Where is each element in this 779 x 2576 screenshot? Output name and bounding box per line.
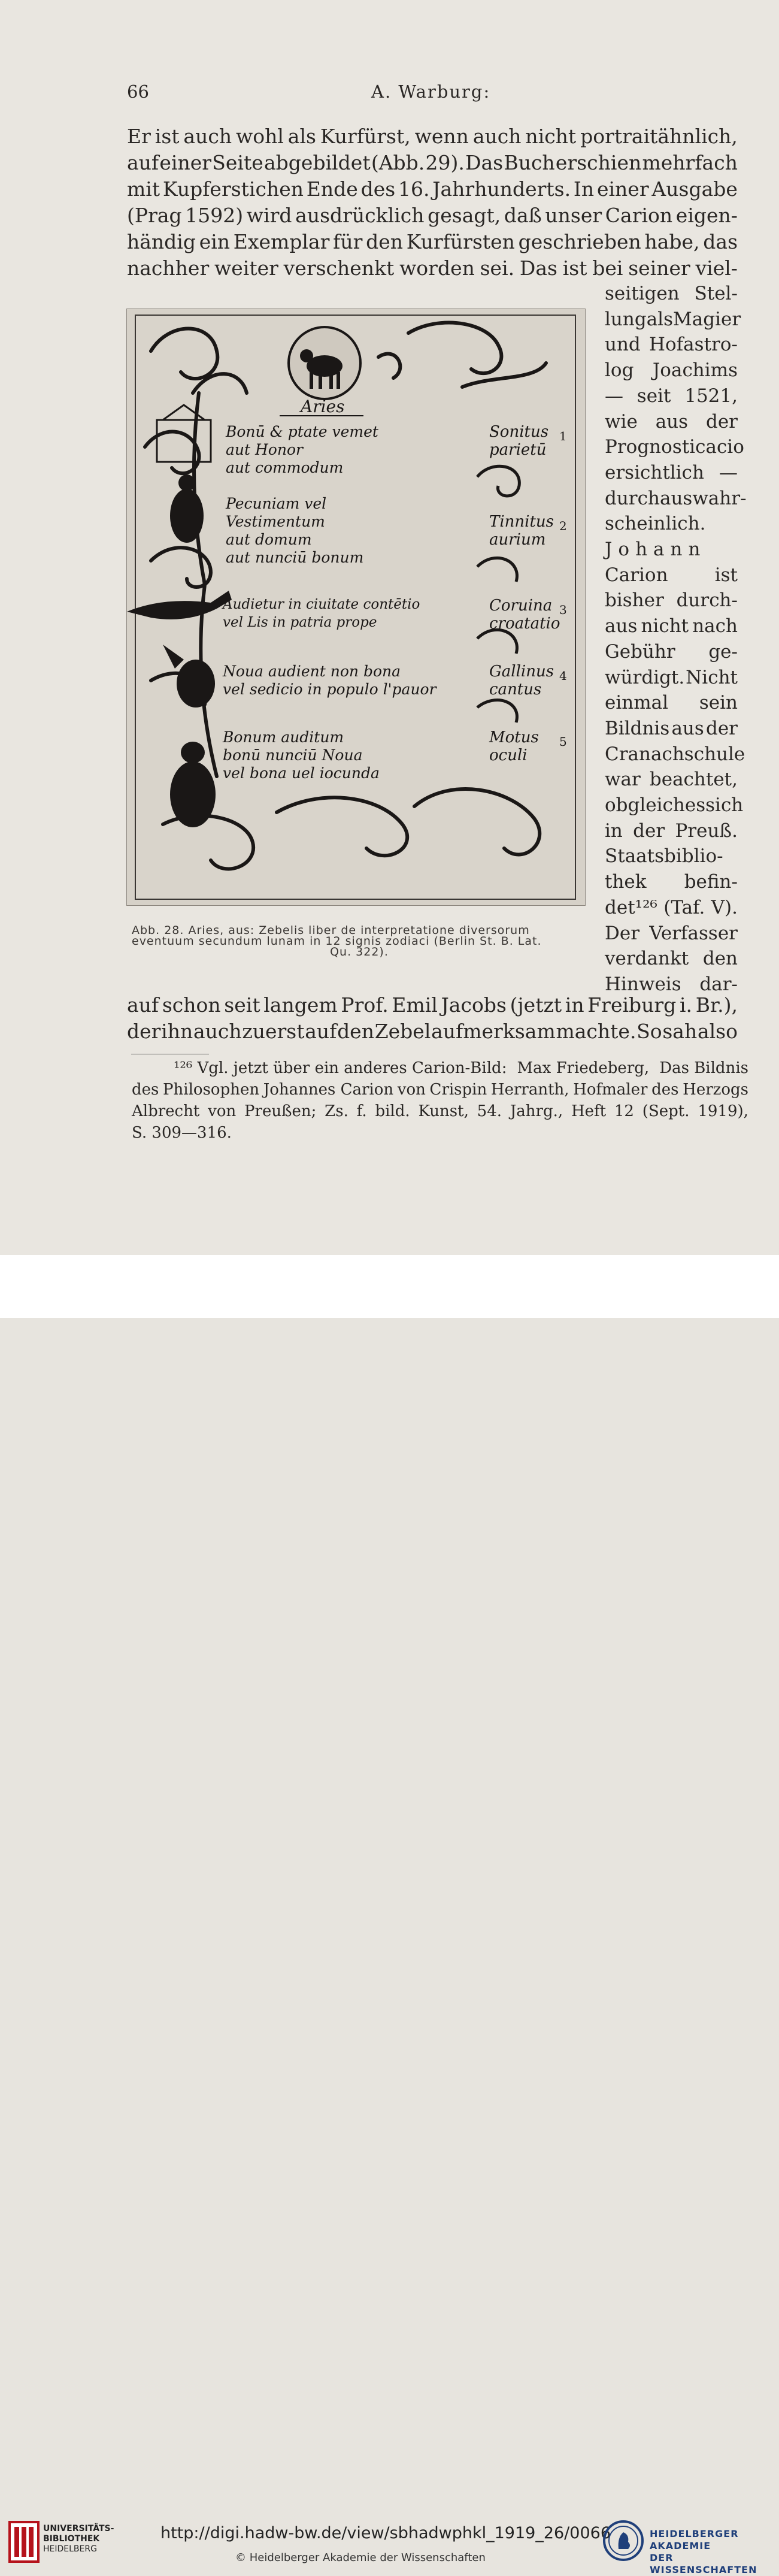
- figure-omen-text: bonū nunciū Noua: [223, 746, 363, 764]
- word: thek: [605, 871, 647, 893]
- figure-sign-text: aurium: [489, 531, 546, 549]
- word: Jahrhunderts.: [432, 177, 571, 201]
- word: auf: [127, 151, 159, 174]
- figure-omen-text: Pecuniam vel: [226, 495, 327, 512]
- text-line: [605, 513, 738, 534]
- word: gesagt,: [428, 204, 501, 227]
- figure-omen-text: Bonū & ptate vemet: [226, 423, 378, 440]
- word: (Prag: [127, 204, 182, 227]
- text-line: [605, 359, 738, 381]
- text-line: [605, 743, 745, 765]
- word: aus: [605, 615, 638, 637]
- figure-sign-text: Sonitus: [489, 423, 549, 441]
- word: den: [337, 1020, 374, 1043]
- word: Ende: [306, 177, 358, 201]
- word: beachtet,: [649, 769, 738, 791]
- text-line: [605, 769, 738, 790]
- text-line: [605, 718, 738, 739]
- figure-omen-text: vel Lis in patria prope: [223, 615, 377, 630]
- university-library-name: [43, 2524, 114, 2554]
- library-name-line: UNIVERSITÄTS-: [43, 2524, 114, 2533]
- word: einmal: [605, 692, 669, 714]
- word: (Sept.: [642, 1102, 690, 1120]
- word: Carion: [605, 204, 673, 227]
- word: mit: [127, 177, 160, 201]
- word: Das: [465, 151, 504, 174]
- text-line: [605, 820, 738, 842]
- word: Buch: [504, 151, 555, 174]
- word: —: [719, 461, 738, 483]
- word: scheinlich.: [605, 513, 706, 535]
- word: Hofastro-: [649, 334, 738, 356]
- word: das: [703, 230, 738, 253]
- word: Exemplar: [233, 230, 330, 253]
- word: (Taf.: [663, 896, 705, 918]
- footnote-line: [174, 1059, 748, 1077]
- word: Verfasser: [649, 922, 738, 944]
- word: daß: [504, 204, 542, 227]
- text-line: [127, 230, 738, 253]
- word: langem: [263, 993, 338, 1017]
- figure-caption: [132, 925, 587, 957]
- word: (jetzt: [510, 993, 562, 1017]
- footnote-line: [132, 1081, 748, 1099]
- word: Prof.: [341, 993, 389, 1017]
- library-name-line: HEIDELBERG: [43, 2544, 97, 2554]
- word: Staatsbiblio-: [605, 845, 723, 867]
- text-line: [605, 539, 738, 560]
- text-line: [127, 256, 738, 280]
- text-line: [127, 1020, 738, 1043]
- word: des: [360, 177, 396, 201]
- word: einer: [596, 177, 649, 201]
- word: 1592): [185, 204, 244, 227]
- word: aus: [671, 717, 704, 739]
- figure-omen-text: Bonum auditum: [223, 728, 344, 746]
- word: weiter: [214, 256, 278, 280]
- word: ihn: [161, 1020, 193, 1043]
- word: Kurfürst,: [320, 125, 411, 148]
- word: 16.: [398, 177, 430, 201]
- word: Emil: [392, 993, 438, 1017]
- word: wie: [605, 410, 638, 433]
- caption-line: eventuum secundum lunam in 12 signis zodiaci (Berlin St. B. Lat.: [132, 935, 542, 948]
- text-line: [605, 973, 738, 995]
- figure-omen-text: Audietur in ciuitate contētio: [223, 597, 420, 612]
- word: Joachims: [652, 359, 738, 382]
- word: 1919),: [698, 1102, 748, 1120]
- word: i.: [679, 993, 693, 1017]
- word: seit: [636, 385, 671, 407]
- word: In: [573, 177, 595, 201]
- word: abgebildet: [264, 151, 371, 174]
- word: ¹²⁶ Vgl. jetzt über ein anderes Carion-Bild:: [174, 1059, 507, 1077]
- word: des: [651, 1081, 679, 1099]
- word: 12: [614, 1102, 634, 1120]
- word: aus: [655, 410, 689, 433]
- word: seiner: [628, 256, 690, 280]
- word: auf: [305, 1020, 337, 1043]
- word: ersichtlich: [605, 461, 704, 483]
- word: verschenkt: [283, 256, 395, 280]
- word: und: [605, 334, 641, 356]
- word: Freiburg: [587, 993, 677, 1017]
- word: aufmerksam: [431, 1020, 556, 1043]
- figure-omen-text: vel sedicio in populo l'pauor: [223, 681, 437, 698]
- text-line: [605, 871, 738, 893]
- caption-line: Abb. 28. Aries, aus: Zebelis liber de interpretatione diversorum: [132, 924, 530, 937]
- library-name-line: BIBLIOTHEK: [43, 2534, 100, 2544]
- word: es: [684, 794, 706, 816]
- word: der: [633, 820, 665, 842]
- page-url-link[interactable]: http://digi.hadw-bw.de/view/sbhadwphkl_1919_26/0066: [160, 2524, 611, 2542]
- word: Bildnis: [605, 717, 670, 739]
- word: geschrieben: [518, 230, 641, 253]
- word: würdigt.: [605, 666, 685, 688]
- viewer-footer: [0, 1255, 779, 2575]
- word: (Abb.: [371, 151, 425, 174]
- text-line: [605, 564, 738, 586]
- word: 54.: [477, 1102, 502, 1120]
- figure-omen-text: aut domum: [226, 531, 312, 548]
- academy-name: [650, 2528, 779, 2576]
- word: Herzogs: [683, 1081, 748, 1099]
- word: nach: [692, 615, 738, 637]
- word: portraitähnlich,: [580, 125, 738, 148]
- word: auf: [127, 993, 159, 1017]
- word: der: [127, 1020, 161, 1043]
- word: Carion: [605, 564, 668, 586]
- academy-name-line: HEIDELBERGER AKADEMIE: [650, 2528, 739, 2551]
- word: einer: [159, 151, 212, 174]
- word: für: [333, 230, 363, 253]
- word: Heft: [571, 1102, 607, 1120]
- figure-sign-text: parietū: [489, 441, 547, 459]
- word: also: [697, 1020, 738, 1043]
- word: Jahrg.,: [510, 1102, 563, 1120]
- figure-entry-number: 4: [559, 669, 567, 683]
- word: sei.: [480, 256, 515, 280]
- figure-sign-text: Tinnitus: [489, 513, 554, 531]
- university-library-logo-icon: [8, 2521, 40, 2563]
- word: Preußen;: [244, 1102, 317, 1120]
- text-line: [605, 615, 738, 637]
- word: V).: [711, 896, 738, 918]
- word: lungalsMagier: [605, 308, 741, 330]
- figure-sign-text: Coruina: [489, 597, 553, 615]
- figure-entry-number: 3: [559, 603, 567, 617]
- word: Herranth,: [490, 1081, 569, 1099]
- word: Stel-: [694, 283, 738, 304]
- word: dar-: [699, 973, 738, 995]
- text-line: [605, 589, 738, 611]
- text-line: [127, 993, 738, 1017]
- word: det¹²⁶: [605, 896, 657, 918]
- text-line: [605, 667, 738, 688]
- word: —: [605, 385, 623, 407]
- text-line: [605, 897, 738, 918]
- word: wenn: [414, 125, 469, 148]
- text-line: [605, 283, 738, 304]
- word: Philosophen: [163, 1081, 260, 1099]
- word: wahr-: [692, 487, 747, 509]
- word: auch: [193, 1020, 242, 1043]
- word: bei: [592, 256, 623, 280]
- word: durchaus: [605, 487, 693, 509]
- figure-omen-text: aut commodum: [226, 459, 344, 476]
- word: worden: [399, 256, 475, 280]
- figure-entry-number: 5: [559, 734, 567, 749]
- word: bild.: [375, 1102, 410, 1120]
- page-number: 66: [127, 81, 149, 102]
- text-line: [605, 487, 747, 509]
- word: verdankt: [605, 948, 689, 970]
- copyright-notice: © Heidelberger Akademie der Wissenschaften: [235, 2551, 486, 2564]
- word: obgleich: [605, 794, 685, 816]
- word: f.: [356, 1102, 367, 1120]
- word: auch: [472, 125, 522, 148]
- word: log: [605, 359, 634, 382]
- word: Albrecht: [132, 1102, 200, 1120]
- word: den: [702, 948, 738, 970]
- word: in: [605, 820, 623, 842]
- caption-line: Qu. 322).: [330, 945, 389, 959]
- word: Das: [519, 256, 557, 280]
- word: von: [397, 1081, 426, 1099]
- text-line: [127, 125, 738, 148]
- figure-aries-woodcut: [126, 309, 586, 906]
- word: händig: [127, 230, 196, 253]
- figure-omen-text: Noua audient non bona: [223, 663, 401, 680]
- word: Nicht: [686, 666, 738, 688]
- text-line: [605, 692, 738, 713]
- word: erschien: [555, 151, 642, 174]
- word: Seite: [212, 151, 263, 174]
- figure-entry-number: 2: [559, 519, 567, 533]
- word: Preuß.: [675, 820, 738, 842]
- word: ist: [154, 125, 180, 148]
- word: den: [366, 230, 404, 253]
- word: nachher: [127, 256, 210, 280]
- word: unser: [545, 204, 602, 227]
- word: Prognosticacio: [605, 436, 744, 458]
- word: wird: [246, 204, 292, 227]
- running-title: A. Warburg:: [371, 81, 491, 102]
- word: Kunst,: [418, 1102, 469, 1120]
- figure-sign-text: Gallinus: [489, 663, 554, 681]
- text-line: [605, 385, 738, 407]
- word: Der: [605, 922, 640, 944]
- word: der: [705, 410, 738, 433]
- word: des: [132, 1081, 159, 1099]
- figure-sign-text: Motus: [489, 728, 539, 746]
- text-line: [605, 641, 738, 663]
- word: auch: [183, 125, 232, 148]
- word: Jacobs: [441, 993, 507, 1017]
- word: ausdrücklich: [295, 204, 425, 227]
- word: in: [565, 993, 584, 1017]
- figure-omen-text: aut Honor: [226, 441, 303, 458]
- word: zuerst: [242, 1020, 305, 1043]
- text-line: [605, 948, 738, 969]
- word: Crispin: [429, 1081, 487, 1099]
- figure-title: Aries: [301, 397, 345, 416]
- figure-omen-text: vel bona uel iocunda: [223, 764, 380, 782]
- word: Cranachschule: [605, 743, 745, 765]
- word: schon: [162, 993, 221, 1017]
- word: befin-: [684, 871, 738, 893]
- word: eigen-: [675, 204, 738, 227]
- text-line: [605, 923, 738, 944]
- figure-omen-text: aut nunciū bonum: [226, 549, 364, 566]
- word: Ausgabe: [651, 177, 738, 201]
- footnote-line: S. 309—316.: [132, 1124, 232, 1142]
- word: 29).: [425, 151, 465, 174]
- word: sein: [699, 692, 738, 714]
- word: 1521,: [684, 385, 738, 407]
- word: Das Bildnis: [659, 1059, 748, 1077]
- text-line: [605, 462, 738, 483]
- word: von: [208, 1102, 237, 1120]
- word: Zebel: [374, 1020, 431, 1043]
- figure-sign-text: croatatio: [489, 615, 560, 633]
- word: Hofmaler: [573, 1081, 648, 1099]
- figure-omen-text: Vestimentum: [226, 513, 325, 530]
- word: nicht: [641, 615, 689, 637]
- word: nicht: [525, 125, 577, 148]
- word: bisher: [605, 589, 664, 612]
- word: sich: [705, 794, 744, 816]
- word: seitigen: [605, 283, 680, 304]
- footnote-line: [132, 1102, 748, 1120]
- word: als: [287, 125, 316, 148]
- word: sah: [662, 1020, 698, 1043]
- word: Kupferstichen: [162, 177, 304, 201]
- text-line: [127, 151, 738, 174]
- figure-entry-number: 1: [559, 429, 567, 443]
- word: viel-: [695, 256, 738, 280]
- text-line: [605, 308, 741, 330]
- word: Er: [127, 125, 151, 148]
- text-line: [605, 436, 744, 458]
- book-page: [0, 0, 779, 1255]
- word: durch-: [676, 589, 738, 612]
- word: Zs.: [325, 1102, 348, 1120]
- word: ein: [199, 230, 231, 253]
- word: habe,: [644, 230, 700, 253]
- academy-name-line: DER WISSENSCHAFTEN: [650, 2552, 757, 2575]
- word: So: [636, 1020, 662, 1043]
- word: Kurfürsten: [406, 230, 515, 253]
- text-line: [605, 334, 738, 355]
- figure-sign-text: oculi: [489, 746, 528, 764]
- word: wohl: [235, 125, 284, 148]
- text-line: [605, 845, 738, 867]
- text-line: [605, 411, 738, 433]
- word: ist: [562, 256, 587, 280]
- word: Br.),: [695, 993, 738, 1017]
- word: ist: [714, 564, 738, 586]
- text-line: [127, 204, 738, 227]
- word: seit: [224, 993, 260, 1017]
- text-line: [127, 177, 738, 201]
- word: war: [605, 769, 641, 791]
- word: Johann: [605, 539, 707, 560]
- figure-sign-text: cantus: [489, 681, 542, 699]
- word: Gebühr: [605, 640, 675, 663]
- text-line: [605, 794, 744, 816]
- word: Max Friedeberg,: [517, 1059, 650, 1077]
- word: mehrfach: [642, 151, 738, 174]
- academy-seal-icon: [602, 2519, 645, 2562]
- word: machte.: [556, 1020, 636, 1043]
- word: Johannes Carion: [263, 1081, 394, 1099]
- word: Hinweis: [605, 973, 681, 995]
- word: ge-: [708, 640, 738, 663]
- word: der: [705, 717, 738, 739]
